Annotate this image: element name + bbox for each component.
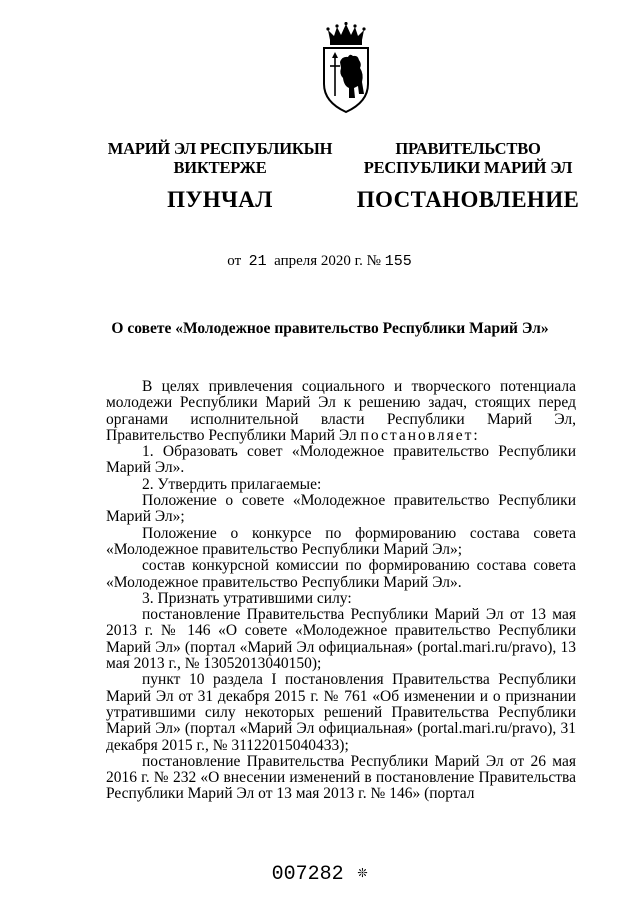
header-left-doc-type: ПУНЧАЛ bbox=[167, 187, 273, 212]
date-day: 21 bbox=[248, 253, 267, 270]
paragraph-item-1: 1. Образовать совет «Молодежное правительство Республики Марий Эл». bbox=[106, 443, 576, 477]
paragraph-item-3-a: постановление Правительства Республики Марий Эл от 13 мая 2013 г. № 146 «О совете «Молодежное правительство Республики Марий Эл» (портал «Марий Эл официальная» (portal.mari.ru/pravo), 13 мая 2013 г., № 13052013040150); bbox=[106, 606, 576, 673]
serial-number: 007282 bbox=[271, 863, 344, 886]
document-body bbox=[106, 379, 576, 803]
paragraph-item-3-b: пункт 10 раздела I постановления Правительства Республики Марий Эл от 31 декабря 2015 г. № 761 «Об изменении и о признании утратившими силу некоторых решений Правительства Республики Марий Эл» (портал «Марий Эл официальная» (portal.mari.ru/pravo), 31 декабря 2015 г., № 31122015040433); bbox=[106, 671, 576, 754]
footer-serial bbox=[0, 862, 639, 886]
header-left-line1: МАРИЙ ЭЛ РЕСПУБЛИКЫН bbox=[107, 139, 333, 158]
header-right-line2: РЕСПУБЛИКИ МАРИЙ ЭЛ bbox=[363, 158, 573, 177]
paragraph-item-2-b: Положение о конкурсе по формированию состава совета «Молодежное правительство Республики Марий Эл»; bbox=[106, 524, 576, 558]
header-right-doc-type: ПОСТАНОВЛЕНИЕ bbox=[356, 187, 580, 212]
document-number: 155 bbox=[384, 253, 412, 270]
date-month-year: апреля 2020 г. № bbox=[274, 253, 381, 269]
paragraph-item-2-c: состав конкурсной комиссии по формированию состава совета «Молодежное правительство Республики Марий Эл». bbox=[106, 557, 576, 591]
document-title: О совете «Молодежное правительство Республики Марий Эл» bbox=[111, 320, 549, 337]
preamble-verb: постановляет: bbox=[360, 426, 480, 444]
paragraph-item-2: 2. Утвердить прилагаемые: bbox=[142, 475, 322, 493]
ornament-icon: ❊ bbox=[357, 864, 368, 882]
date-line bbox=[0, 253, 639, 270]
date-prefix: от bbox=[227, 253, 242, 269]
header-right-block bbox=[350, 139, 586, 213]
crown-icon bbox=[326, 22, 365, 45]
header-left-line2: ВИКТЕРЖЕ bbox=[173, 158, 267, 177]
coat-of-arms-emblem bbox=[320, 22, 372, 114]
paragraph-item-3-c: постановление Правительства Республики Марий Эл от 26 мая 2016 г. № 232 «О внесении изменений в постановление Правительства Республики Марий Эл от 13 мая 2013 г. № 146» (портал bbox=[106, 752, 576, 803]
paragraph-item-2-a: Положение о совете «Молодежное правительство Республики Марий Эл»; bbox=[106, 492, 576, 526]
paragraph-preamble bbox=[106, 379, 576, 444]
header-left-block bbox=[92, 139, 348, 213]
header-right-line1: ПРАВИТЕЛЬСТВО bbox=[395, 139, 541, 158]
paragraph-item-3: 3. Признать утратившими силу: bbox=[142, 589, 352, 607]
preamble-text: В целях привлечения социального и творческого потенциала молодежи Республики Марий Эл к решению задач, стоящих перед органами исполнительной власти Республики Марий Эл, Правительство Республики Марий Эл bbox=[106, 378, 576, 444]
